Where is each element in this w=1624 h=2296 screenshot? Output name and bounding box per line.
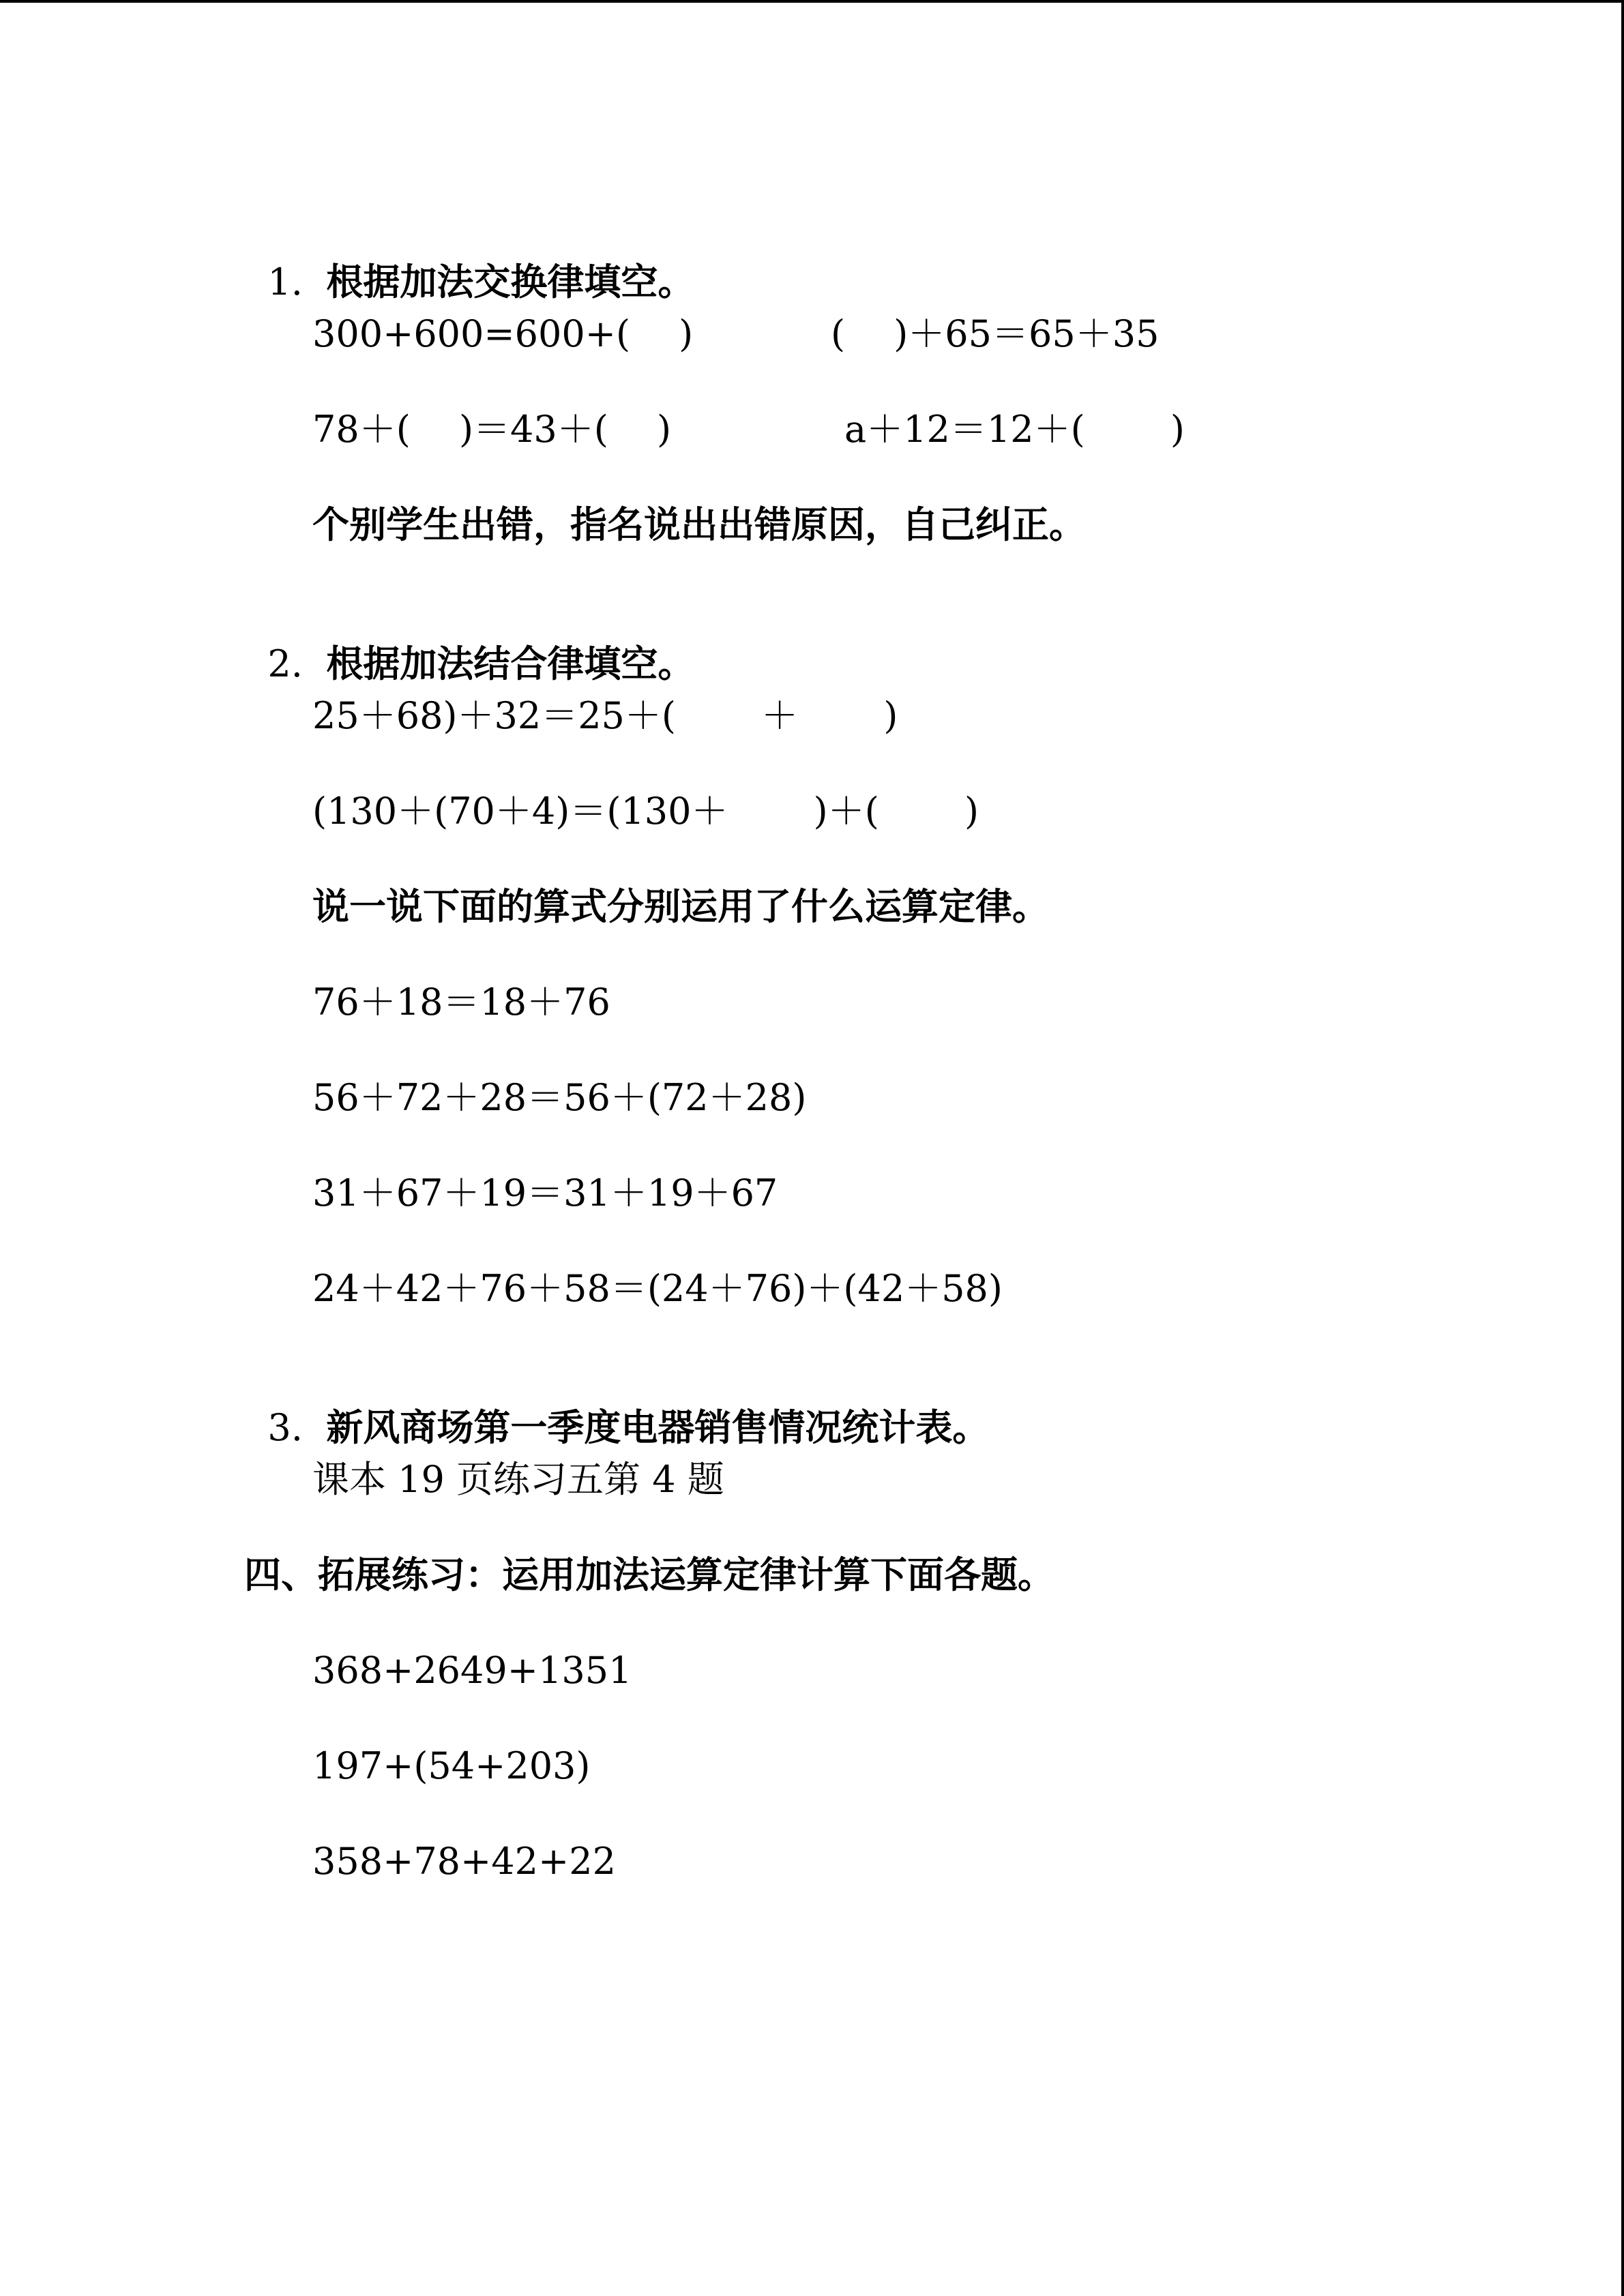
q2-heading-line (244, 599, 695, 685)
q1-row2-right: a＋12＝12＋( ) (844, 408, 1185, 451)
q2-row2: (130＋(70＋4)＝(130＋ )＋( ) (312, 790, 979, 833)
q2-row1: 25＋68)＋32＝25＋( ＋ ) (312, 694, 898, 737)
q1-row1-right: ( )＋65＝65＋35 (831, 312, 1160, 355)
q3-heading: 新风商场第一季度电器销售情况统计表。 (326, 1406, 990, 1449)
section4-problem-3: 358+78+42+22 (312, 1840, 616, 1883)
q1-note: 个别学生出错，指名说出出错原因，自己纠正。 (312, 503, 1086, 546)
q2-instruction: 说一说下面的算式分别运用了什么运算定律。 (312, 885, 1049, 928)
q3-reference: 课本 19 页练习五第 4 题 (312, 1458, 724, 1501)
q3-number: 3. (267, 1406, 303, 1449)
q2-number: 2. (267, 642, 303, 685)
q2-equation-3: 31＋67＋19＝31＋19＋67 (312, 1172, 778, 1214)
q1-row2-left: 78＋( )＝43＋( ) (312, 408, 672, 451)
section4-problem-2: 197+(54+203) (312, 1744, 591, 1787)
q2-heading: 根据加法结合律填空。 (326, 642, 695, 685)
q1-number: 1. (267, 260, 303, 303)
page-top-border (0, 0, 1624, 3)
q1-row1-left: 300+600=600+( ) (312, 312, 694, 355)
q1-heading: 根据加法交换律填空。 (326, 260, 695, 303)
q2-equation-1: 76＋18＝18＋76 (312, 981, 610, 1024)
q3-heading-line (244, 1362, 990, 1449)
page-right-border (1621, 0, 1624, 2296)
q2-equation-4: 24＋42＋76＋58＝(24＋76)＋(42＋58) (312, 1267, 1003, 1310)
q2-equation-2: 56＋72＋28＝56＋(72＋28) (312, 1076, 807, 1119)
section4-problem-1: 368+2649+1351 (312, 1649, 632, 1692)
q1-heading-line (244, 217, 695, 303)
section4-heading: 四、拓展练习：运用加法运算定律计算下面各题。 (244, 1553, 1054, 1596)
